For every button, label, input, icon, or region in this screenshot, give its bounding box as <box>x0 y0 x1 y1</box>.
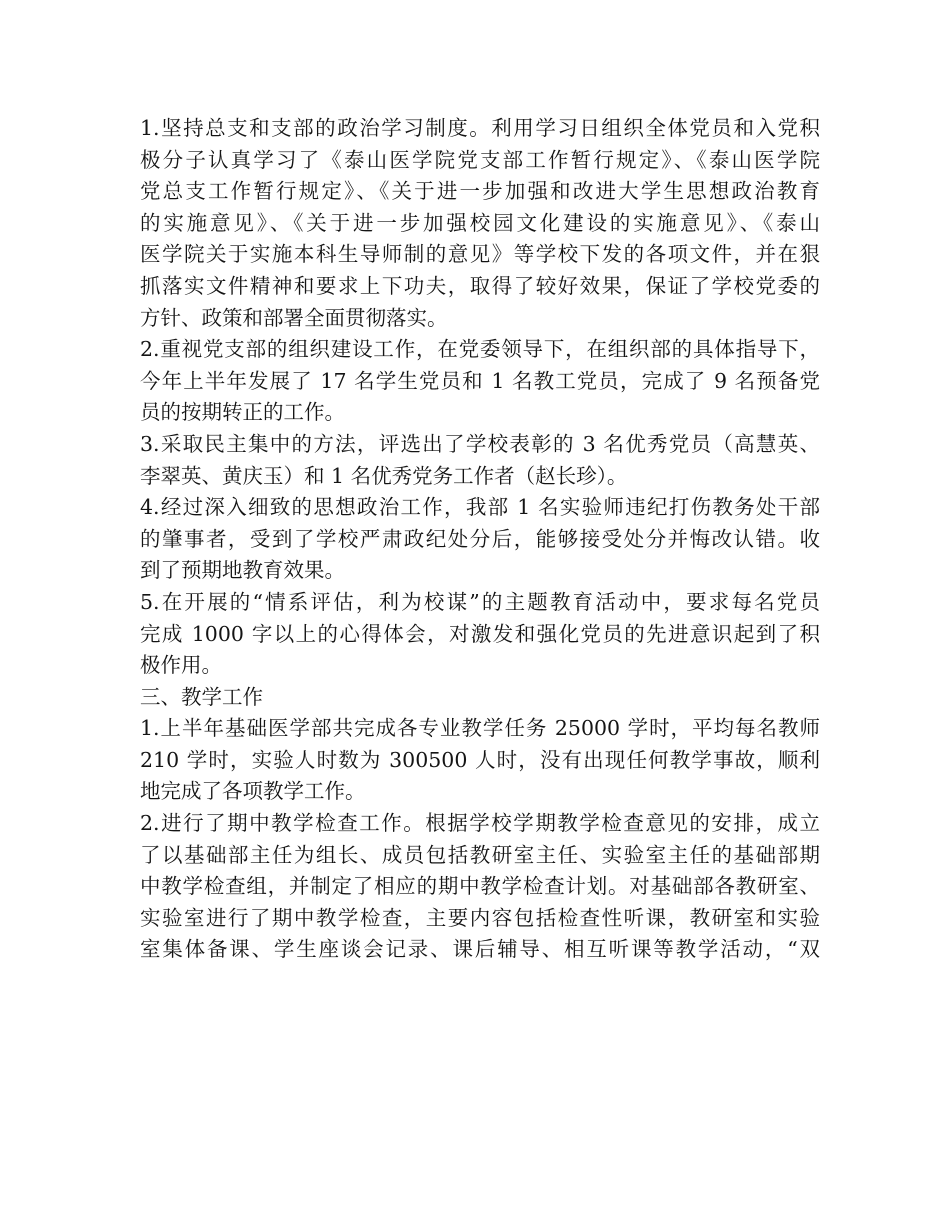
text-line: 1.上半年基础医学部共完成各专业教学任务 25000 学时，平均每名教师 <box>140 716 820 741</box>
text-line: 的实施意见》、《关于进一步加强校园文化建设的实施意见》、《泰山 <box>140 210 820 235</box>
text-line: 抓落实文件精神和要求上下功夫，取得了较好效果，保证了学校党委的 <box>140 273 820 298</box>
text-line: 实验室进行了期中教学检查，主要内容包括检查性听课，教研室和实验 <box>140 905 820 930</box>
text-line: 党总支工作暂行规定》、《关于进一步加强和改进大学生思想政治教育 <box>140 179 820 204</box>
section-heading: 三、教学工作 <box>140 684 263 709</box>
text-line: 极作用。 <box>140 653 222 678</box>
text-line: 员的按期转正的工作。 <box>140 400 345 425</box>
text-line: 的肇事者，受到了学校严肃政纪处分后，能够接受处分并悔改认错。收 <box>140 526 820 551</box>
text-line: 中教学检查组，并制定了相应的期中教学检查计划。对基础部各教研室、 <box>140 874 820 899</box>
text-line: 了以基础部主任为组长、成员包括教研室主任、实验室主任的基础部期 <box>140 842 820 867</box>
text-line: 李翠英、黄庆玉）和 1 名优秀党务工作者（赵长珍）。 <box>140 463 628 488</box>
text-line: 极分子认真学习了《泰山医学院党支部工作暂行规定》、《泰山医学院 <box>140 147 820 172</box>
text-line: 地完成了各项教学工作。 <box>140 779 366 804</box>
text-line: 3.采取民主集中的方法，评选出了学校表彰的 3 名优秀党员（高慧英、 <box>140 431 820 456</box>
text-line: 4.经过深入细致的思想政治工作，我部 1 名实验师违纪打伤教务处干部 <box>140 495 820 520</box>
text-line: 1.坚持总支和支部的政治学习制度。利用学习日组织全体党员和入党积 <box>140 116 820 140</box>
text-line: 2.重视党支部的组织建设工作，在党委领导下，在组织部的具体指导下， <box>140 337 820 362</box>
text-line: 室集体备课、学生座谈会记录、课后辅导、相互听课等教学活动，“双 <box>140 937 820 962</box>
text-line: 今年上半年发展了 17 名学生党员和 1 名教工党员，完成了 9 名预备党 <box>140 368 820 393</box>
document-body <box>140 113 820 966</box>
text-line: 2.进行了期中教学检查工作。根据学校学期教学检查意见的安排，成立 <box>140 811 820 836</box>
text-line: 到了预期地教育效果。 <box>140 558 345 583</box>
text-line: 医学院关于实施本科生导师制的意见》等学校下发的各项文件，并在狠 <box>140 242 820 267</box>
text-line: 5.在开展的“情系评估，利为校谋”的主题教育活动中，要求每名党员 <box>140 589 820 614</box>
text-line: 方针、政策和部署全面贯彻落实。 <box>140 305 448 330</box>
text-line: 210 学时，实验人时数为 300500 人时，没有出现任何教学事故，顺利 <box>140 747 820 772</box>
text-line: 完成 1000 字以上的心得体会，对激发和强化党员的先进意识起到了积 <box>140 621 820 646</box>
